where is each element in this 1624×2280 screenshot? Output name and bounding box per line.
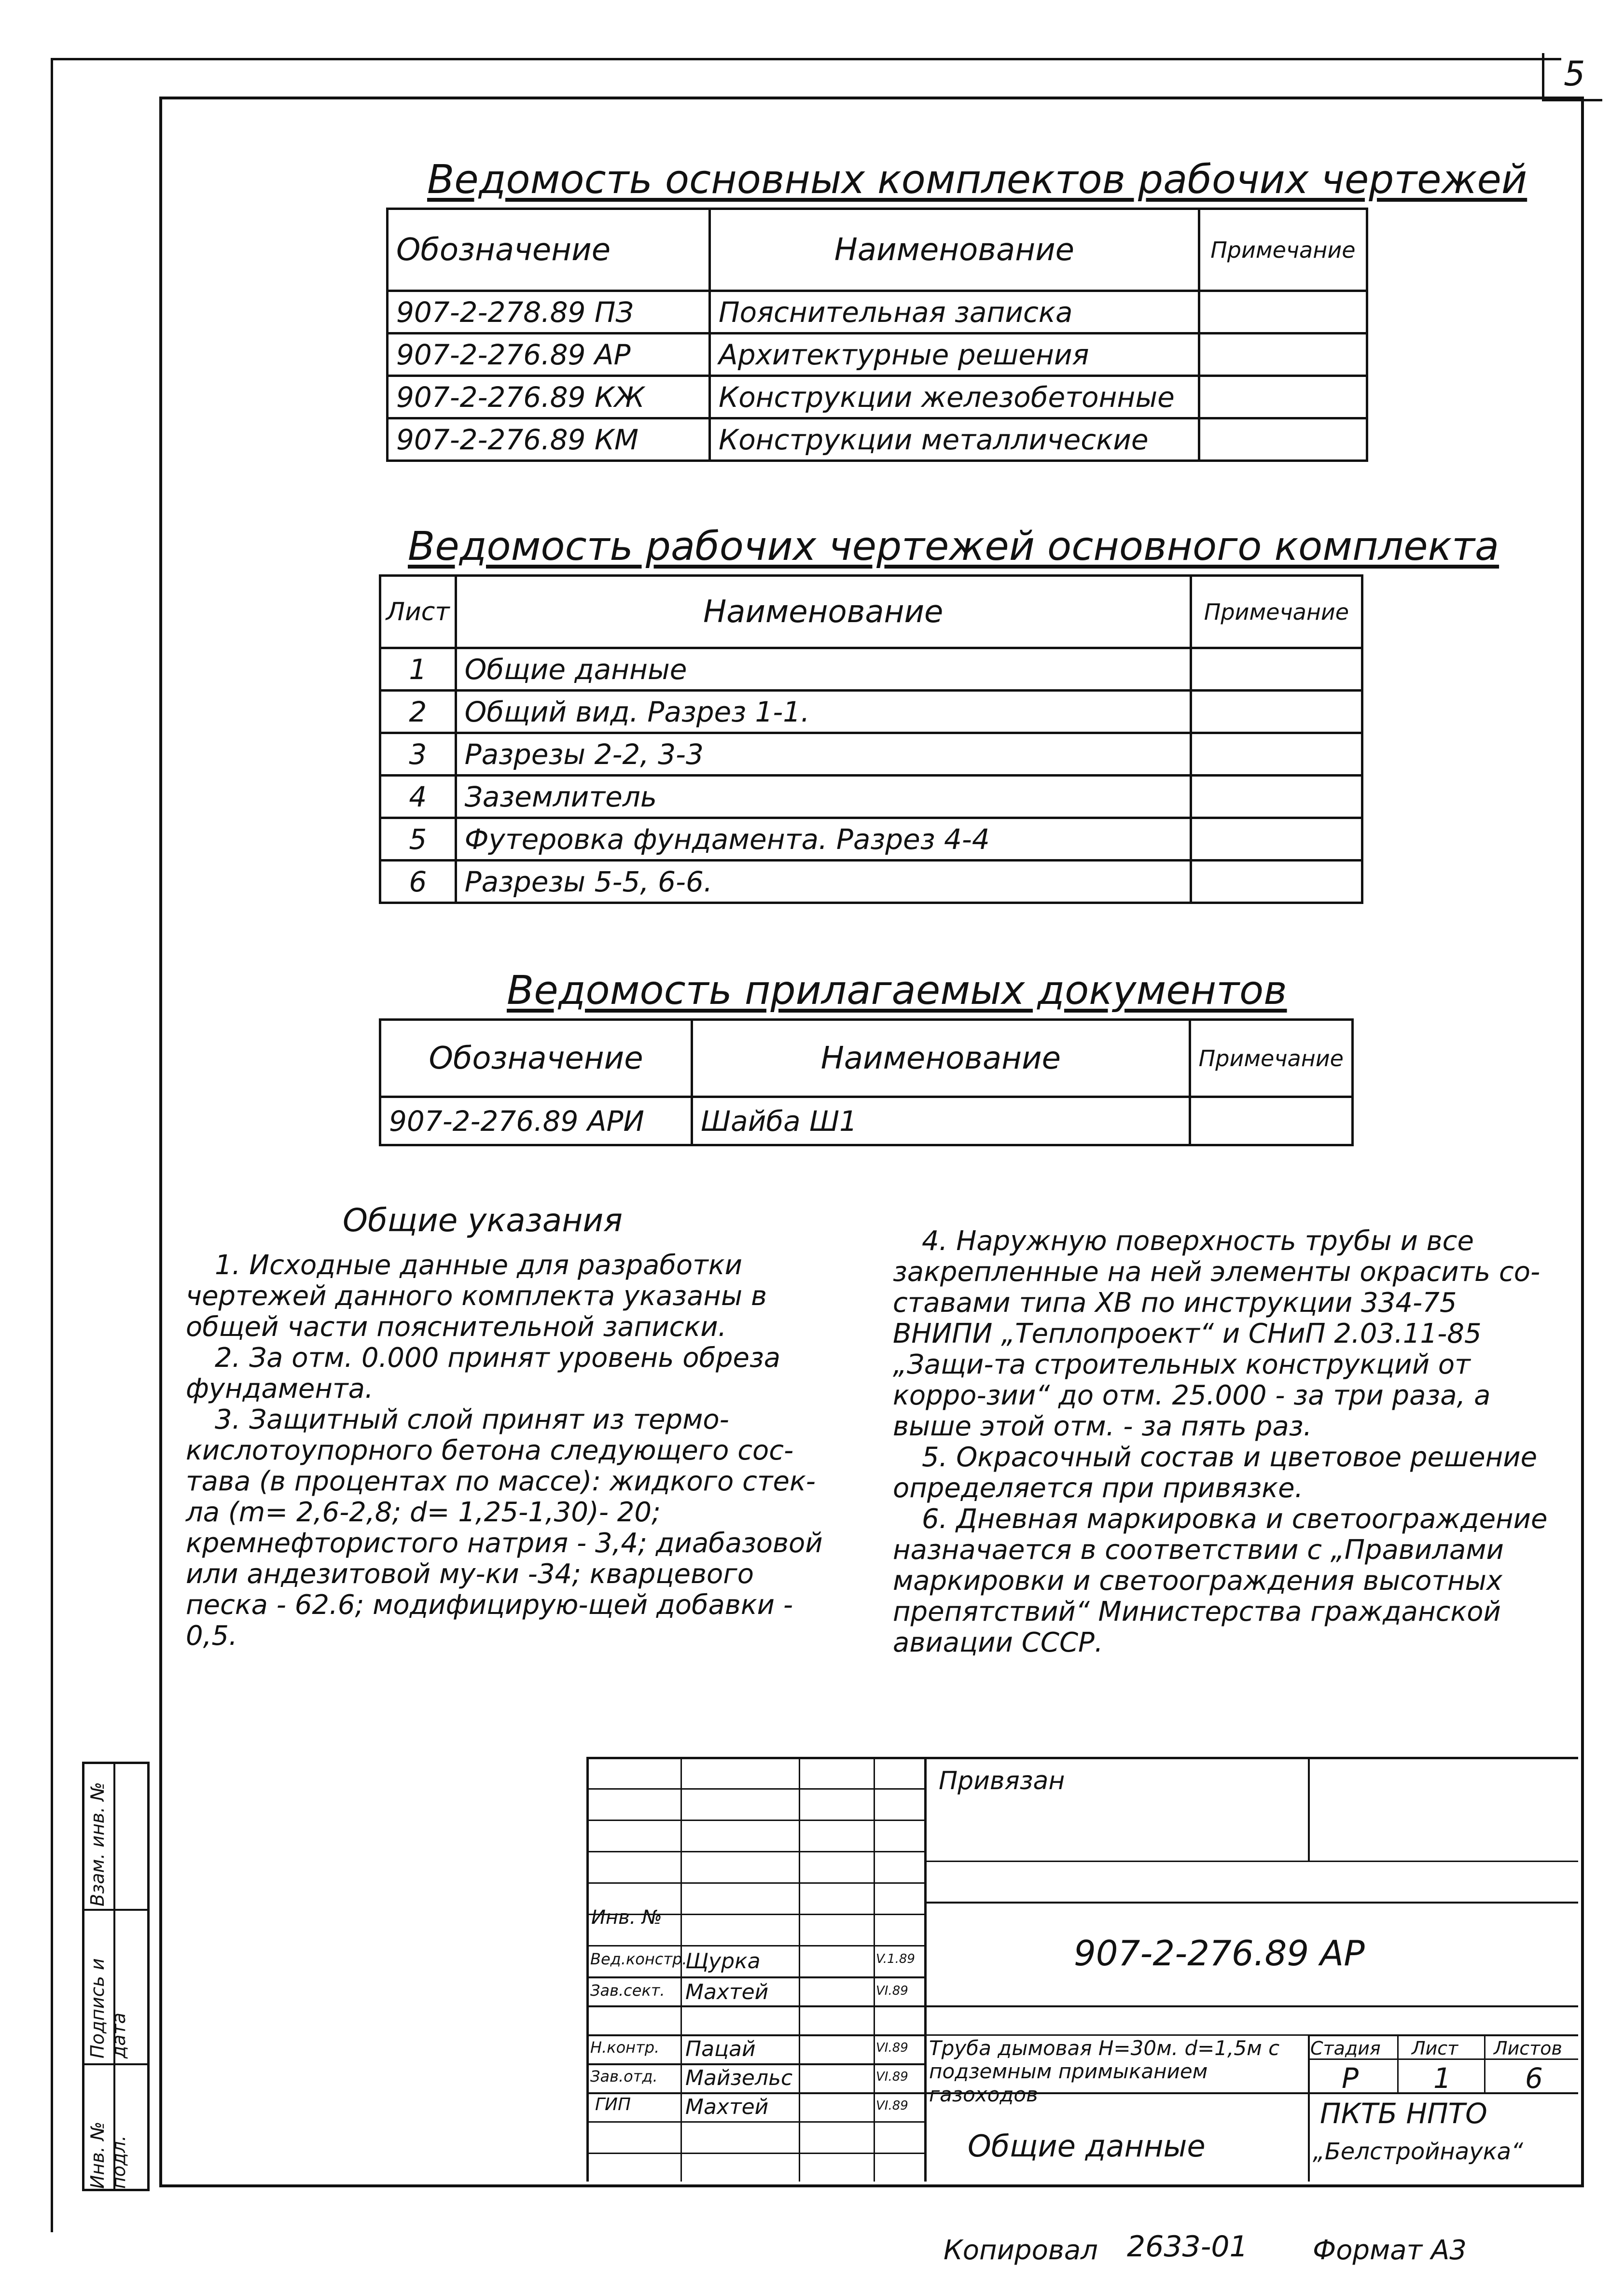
stage-label: Стадия <box>1310 2038 1381 2059</box>
staff-role: ГИП <box>595 2095 631 2114</box>
table2-cell: 6 <box>380 861 456 903</box>
table2-cell: Общие данные <box>456 648 1191 691</box>
staff-date: VI.89 <box>876 1984 908 1998</box>
table1-cell <box>1199 418 1367 461</box>
table2-cell: 4 <box>380 776 456 818</box>
side-stamp-inv-no: Инв. № подл. <box>87 2121 129 2189</box>
staff-date: VI.89 <box>876 2041 908 2055</box>
table3-header-name: Наименование <box>692 1020 1190 1097</box>
staff-date: VI.89 <box>876 2070 908 2084</box>
table1-title: Ведомость основных комплектов рабочих чертежей <box>427 157 1527 203</box>
table2-header-sheet: Лист <box>380 576 456 648</box>
staff-name: Махтей <box>685 1980 769 2004</box>
table2-title: Ведомость рабочих чертежей основного комплекта <box>408 524 1499 570</box>
staff-name: Щурка <box>685 1949 761 1974</box>
table1-header-designation: Обозначение <box>388 209 710 291</box>
note-3: 3. Защитный слой принят из термо-кислотоупорного бетона следующего сос-тава (в процентах по массе): жидкого стек-ла (m= 2,6-2,8; d= 1,25-1,30)- 20; кремнефтористого натрия - 3,4; диабазовой или андезитовой му-ки -34; кварцевого песка - 62.6; модифицирую-щей добавки - 0,5. <box>186 1404 823 1652</box>
table-row <box>380 776 1362 818</box>
table2-cell: 2 <box>380 691 456 733</box>
side-stamp-signature: Подпись и дата <box>87 1958 129 2058</box>
table2-cell <box>1191 648 1362 691</box>
stage-value: Р <box>1342 2062 1359 2095</box>
title-block <box>586 1757 1578 2182</box>
note-5: 5. Окрасочный состав и цветовое решение определяется при привязке. <box>893 1442 1538 1504</box>
table1-header-name: Наименование <box>710 209 1199 291</box>
table1-cell: Архитектурные решения <box>710 334 1199 376</box>
staff-role: Зав.отд. <box>590 2067 658 2085</box>
staff-date: V.1.89 <box>876 1952 915 1966</box>
table2-cell: Заземлитель <box>456 776 1191 818</box>
sheet-label: Лист <box>1412 2038 1458 2059</box>
note-1: 1. Исходные данные для разработки чертежей данного комплекта указаны в общей части пояснительной записки. <box>186 1250 767 1343</box>
table1-cell: 907-2-276.89 КМ <box>388 418 710 461</box>
side-stamp <box>82 1762 150 2191</box>
table-row <box>380 733 1362 776</box>
table2-cell <box>1191 818 1362 861</box>
drawing-designation: 907-2-276.89 АР <box>1074 1933 1365 1974</box>
table3-header-designation: Обозначение <box>380 1020 692 1097</box>
table-row <box>388 291 1367 334</box>
table2-cell: Разрезы 2-2, 3-3 <box>456 733 1191 776</box>
table1-cell: Конструкции металлические <box>710 418 1199 461</box>
table2-cell: 3 <box>380 733 456 776</box>
table2-cell <box>1191 861 1362 903</box>
table-row <box>388 376 1367 418</box>
sheet-name: Общие данные <box>968 2128 1206 2164</box>
table2-cell: Разрезы 5-5, 6-6. <box>456 861 1191 903</box>
organization-line1: ПКТБ НПТО <box>1320 2097 1487 2130</box>
table1-cell <box>1199 376 1367 418</box>
table1-cell: 907-2-276.89 АР <box>388 334 710 376</box>
table1 <box>386 208 1368 462</box>
table3 <box>379 1018 1354 1146</box>
table1-cell: 907-2-276.89 КЖ <box>388 376 710 418</box>
organization-line2: „Белстройнаука“ <box>1313 2138 1523 2165</box>
table2-cell: 5 <box>380 818 456 861</box>
side-stamp-replaced: Взам. инв. № <box>87 1781 108 1906</box>
staff-name: Пацай <box>685 2037 756 2061</box>
notes-left-column <box>186 1250 828 1652</box>
note-6: 6. Дневная маркировка и светоограждение назначается в соответствии с „Правилами маркировки и светоограждения высотных препятствий“ Министерства гражданской авиации СССР. <box>893 1503 1548 1658</box>
table1-cell: 907-2-278.89 ПЗ <box>388 291 710 334</box>
staff-role: Зав.сект. <box>590 1981 665 2000</box>
table-row <box>388 334 1367 376</box>
note-4: 4. Наружную поверхность трубы и все закрепленные на ней элементы окрасить со-ставами типа ХВ по инструкции 334-75 ВНИПИ „Теплопроект“ и СНиП 2.03.11-85 „Защи-та строительных конструкций от корро-зии“ до отм. 25.000 - за три раза, а выше этой отм. - за пять раз. <box>893 1225 1541 1442</box>
table1-cell: Конструкции железобетонные <box>710 376 1199 418</box>
sheets-value: 6 <box>1525 2062 1543 2095</box>
table2-cell: Общий вид. Разрез 1-1. <box>456 691 1191 733</box>
table-row <box>388 418 1367 461</box>
table-row <box>380 861 1362 903</box>
copied-number: 2633-01 <box>1127 2230 1248 2264</box>
table3-cell <box>1190 1097 1352 1145</box>
table3-cell: Шайба Ш1 <box>692 1097 1190 1145</box>
table1-cell: Пояснительная записка <box>710 291 1199 334</box>
staff-name: Майзельс <box>685 2066 793 2090</box>
table2-cell <box>1191 776 1362 818</box>
table-row <box>380 648 1362 691</box>
table-row <box>380 818 1362 861</box>
privyazan-label: Привязан <box>939 1766 1065 1795</box>
table-row <box>380 691 1362 733</box>
table1-cell <box>1199 291 1367 334</box>
staff-name: Махтей <box>685 2095 769 2119</box>
table1-header-note: Примечание <box>1199 209 1367 291</box>
notes-title: Общие указания <box>343 1202 623 1239</box>
staff-role: Н.контр. <box>590 2038 660 2057</box>
page-number: 5 <box>1564 54 1585 94</box>
staff-date: VI.89 <box>876 2099 908 2113</box>
inv-no-label: Инв. № <box>591 1906 662 1929</box>
sheet-value: 1 <box>1433 2062 1451 2095</box>
table2-cell <box>1191 733 1362 776</box>
table3-title: Ведомость прилагаемых документов <box>507 968 1287 1014</box>
table2-header-name: Наименование <box>456 576 1191 648</box>
copied-label: Копировал <box>944 2235 1098 2266</box>
object-name: Труба дымовая H=30м. d=1,5м с подземным примыканием газоходов <box>929 2036 1280 2106</box>
table2-cell: 1 <box>380 648 456 691</box>
table2-header-note: Примечание <box>1191 576 1362 648</box>
table2-cell <box>1191 691 1362 733</box>
table1-cell <box>1199 334 1367 376</box>
table3-header-note: Примечание <box>1190 1020 1352 1097</box>
table-row <box>380 1097 1353 1145</box>
table3-cell: 907-2-276.89 АРИ <box>380 1097 692 1145</box>
paper-format: Формат А3 <box>1313 2235 1467 2266</box>
notes-right-column <box>893 1226 1559 1658</box>
sheets-label: Листов <box>1494 2038 1562 2059</box>
table2-cell: Футеровка фундамента. Разрез 4-4 <box>456 818 1191 861</box>
note-2: 2. За отм. 0.000 принят уровень обреза фундамента. <box>186 1342 781 1404</box>
table2 <box>379 574 1363 904</box>
staff-role: Вед.констр. <box>590 1950 687 1968</box>
